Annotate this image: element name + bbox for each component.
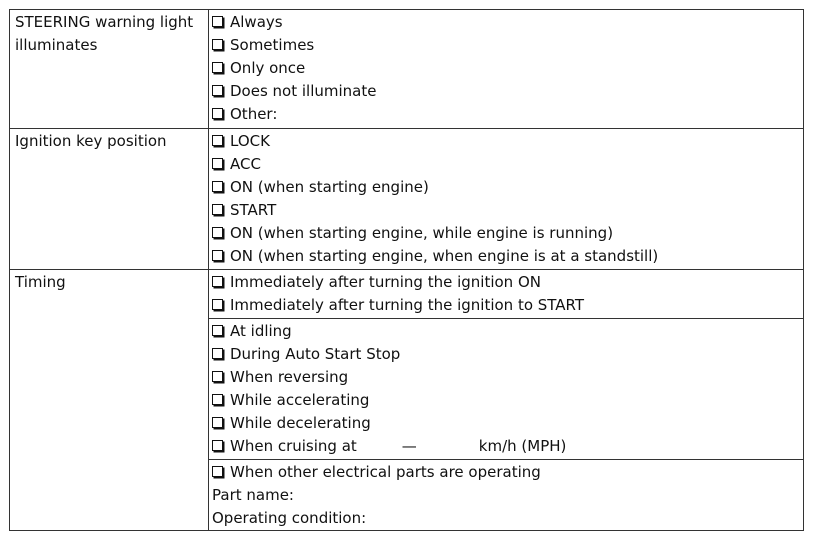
- option-on-standstill[interactable]: [212, 245, 658, 268]
- steering-label-line1: STEERING warning light: [15, 13, 194, 31]
- option-does-not-illuminate[interactable]: [212, 80, 376, 103]
- table-border-left: [9, 9, 10, 531]
- ignition-label: Ignition key position: [15, 132, 167, 150]
- steering-options: [212, 11, 376, 126]
- option-label: While decelerating: [230, 414, 371, 432]
- table-border-bottom: [9, 530, 804, 531]
- option-only-once[interactable]: [212, 57, 376, 80]
- checkbox-icon[interactable]: [212, 250, 223, 261]
- option-decelerating[interactable]: [212, 412, 566, 435]
- checkbox-icon[interactable]: [212, 417, 223, 428]
- option-on-running[interactable]: [212, 222, 658, 245]
- checkbox-icon[interactable]: [212, 466, 223, 477]
- row-divider-steering: [9, 128, 804, 129]
- option-cruising[interactable]: [212, 435, 566, 458]
- speed-unit: km/h (MPH): [478, 437, 567, 455]
- speed-range-dash: —: [401, 437, 417, 455]
- option-other-electrical[interactable]: [212, 461, 541, 484]
- checkbox-icon[interactable]: [212, 276, 223, 287]
- option-label: Immediately after turning the ignition to START: [230, 296, 585, 314]
- table-border-right: [803, 9, 804, 531]
- option-accelerating[interactable]: [212, 389, 566, 412]
- option-label: At idling: [230, 322, 292, 340]
- option-label: ON (when starting engine, while engine is running): [230, 224, 614, 242]
- option-label: When reversing: [230, 368, 349, 386]
- checkbox-icon[interactable]: [212, 135, 223, 146]
- option-label: ACC: [230, 155, 261, 173]
- timing-group-electrical: [212, 461, 541, 530]
- option-sometimes[interactable]: [212, 34, 376, 57]
- option-label: START: [230, 201, 277, 219]
- checkbox-icon[interactable]: [212, 158, 223, 169]
- inspection-form-table: [9, 9, 804, 531]
- row-divider-ignition: [9, 269, 804, 270]
- timing-group-driving: [212, 320, 566, 458]
- option-start[interactable]: [212, 199, 658, 222]
- option-label: Immediately after turning the ignition ON: [230, 273, 541, 291]
- option-label: ON (when starting engine, when engine is at a standstill): [230, 247, 659, 265]
- option-lock[interactable]: [212, 130, 658, 153]
- checkbox-icon[interactable]: [212, 39, 223, 50]
- table-border-top: [9, 9, 804, 10]
- checkbox-icon[interactable]: [212, 440, 223, 451]
- steering-label: [15, 11, 193, 57]
- option-label: Only once: [230, 59, 306, 77]
- option-label: ON (when starting engine): [230, 178, 429, 196]
- checkbox-icon[interactable]: [212, 227, 223, 238]
- option-label: When other electrical parts are operating: [230, 463, 541, 481]
- option-label: Always: [230, 13, 283, 31]
- option-always[interactable]: [212, 11, 376, 34]
- checkbox-icon[interactable]: [212, 108, 223, 119]
- option-label: Sometimes: [230, 36, 315, 54]
- operating-condition-field: Operating condition:: [212, 509, 367, 527]
- option-label: Does not illuminate: [230, 82, 377, 100]
- checkbox-icon[interactable]: [212, 348, 223, 359]
- checkbox-icon[interactable]: [212, 62, 223, 73]
- option-on-starting[interactable]: [212, 176, 658, 199]
- checkbox-icon[interactable]: [212, 325, 223, 336]
- steering-label-line2: illuminates: [15, 36, 98, 54]
- timing-group-ignition: [212, 271, 584, 317]
- option-after-ignition-start[interactable]: [212, 294, 584, 317]
- column-divider: [208, 9, 209, 531]
- checkbox-icon[interactable]: [212, 181, 223, 192]
- checkbox-icon[interactable]: [212, 394, 223, 405]
- part-name-field: Part name:: [212, 486, 294, 504]
- checkbox-icon[interactable]: [212, 16, 223, 27]
- option-label: LOCK: [230, 132, 270, 150]
- option-label: While accelerating: [230, 391, 370, 409]
- timing-divider-2: [208, 459, 804, 460]
- option-at-idling[interactable]: [212, 320, 566, 343]
- ignition-options: [212, 130, 658, 268]
- checkbox-icon[interactable]: [212, 299, 223, 310]
- option-other[interactable]: [212, 103, 376, 126]
- checkbox-icon[interactable]: [212, 371, 223, 382]
- option-label: When cruising at: [230, 437, 357, 455]
- option-reversing[interactable]: [212, 366, 566, 389]
- option-auto-start-stop[interactable]: [212, 343, 566, 366]
- option-label: Other:: [230, 105, 278, 123]
- timing-divider-1: [208, 318, 804, 319]
- timing-label: Timing: [15, 273, 66, 291]
- option-acc[interactable]: [212, 153, 658, 176]
- option-after-ignition-on[interactable]: [212, 271, 584, 294]
- checkbox-icon[interactable]: [212, 204, 223, 215]
- option-label: During Auto Start Stop: [230, 345, 401, 363]
- checkbox-icon[interactable]: [212, 85, 223, 96]
